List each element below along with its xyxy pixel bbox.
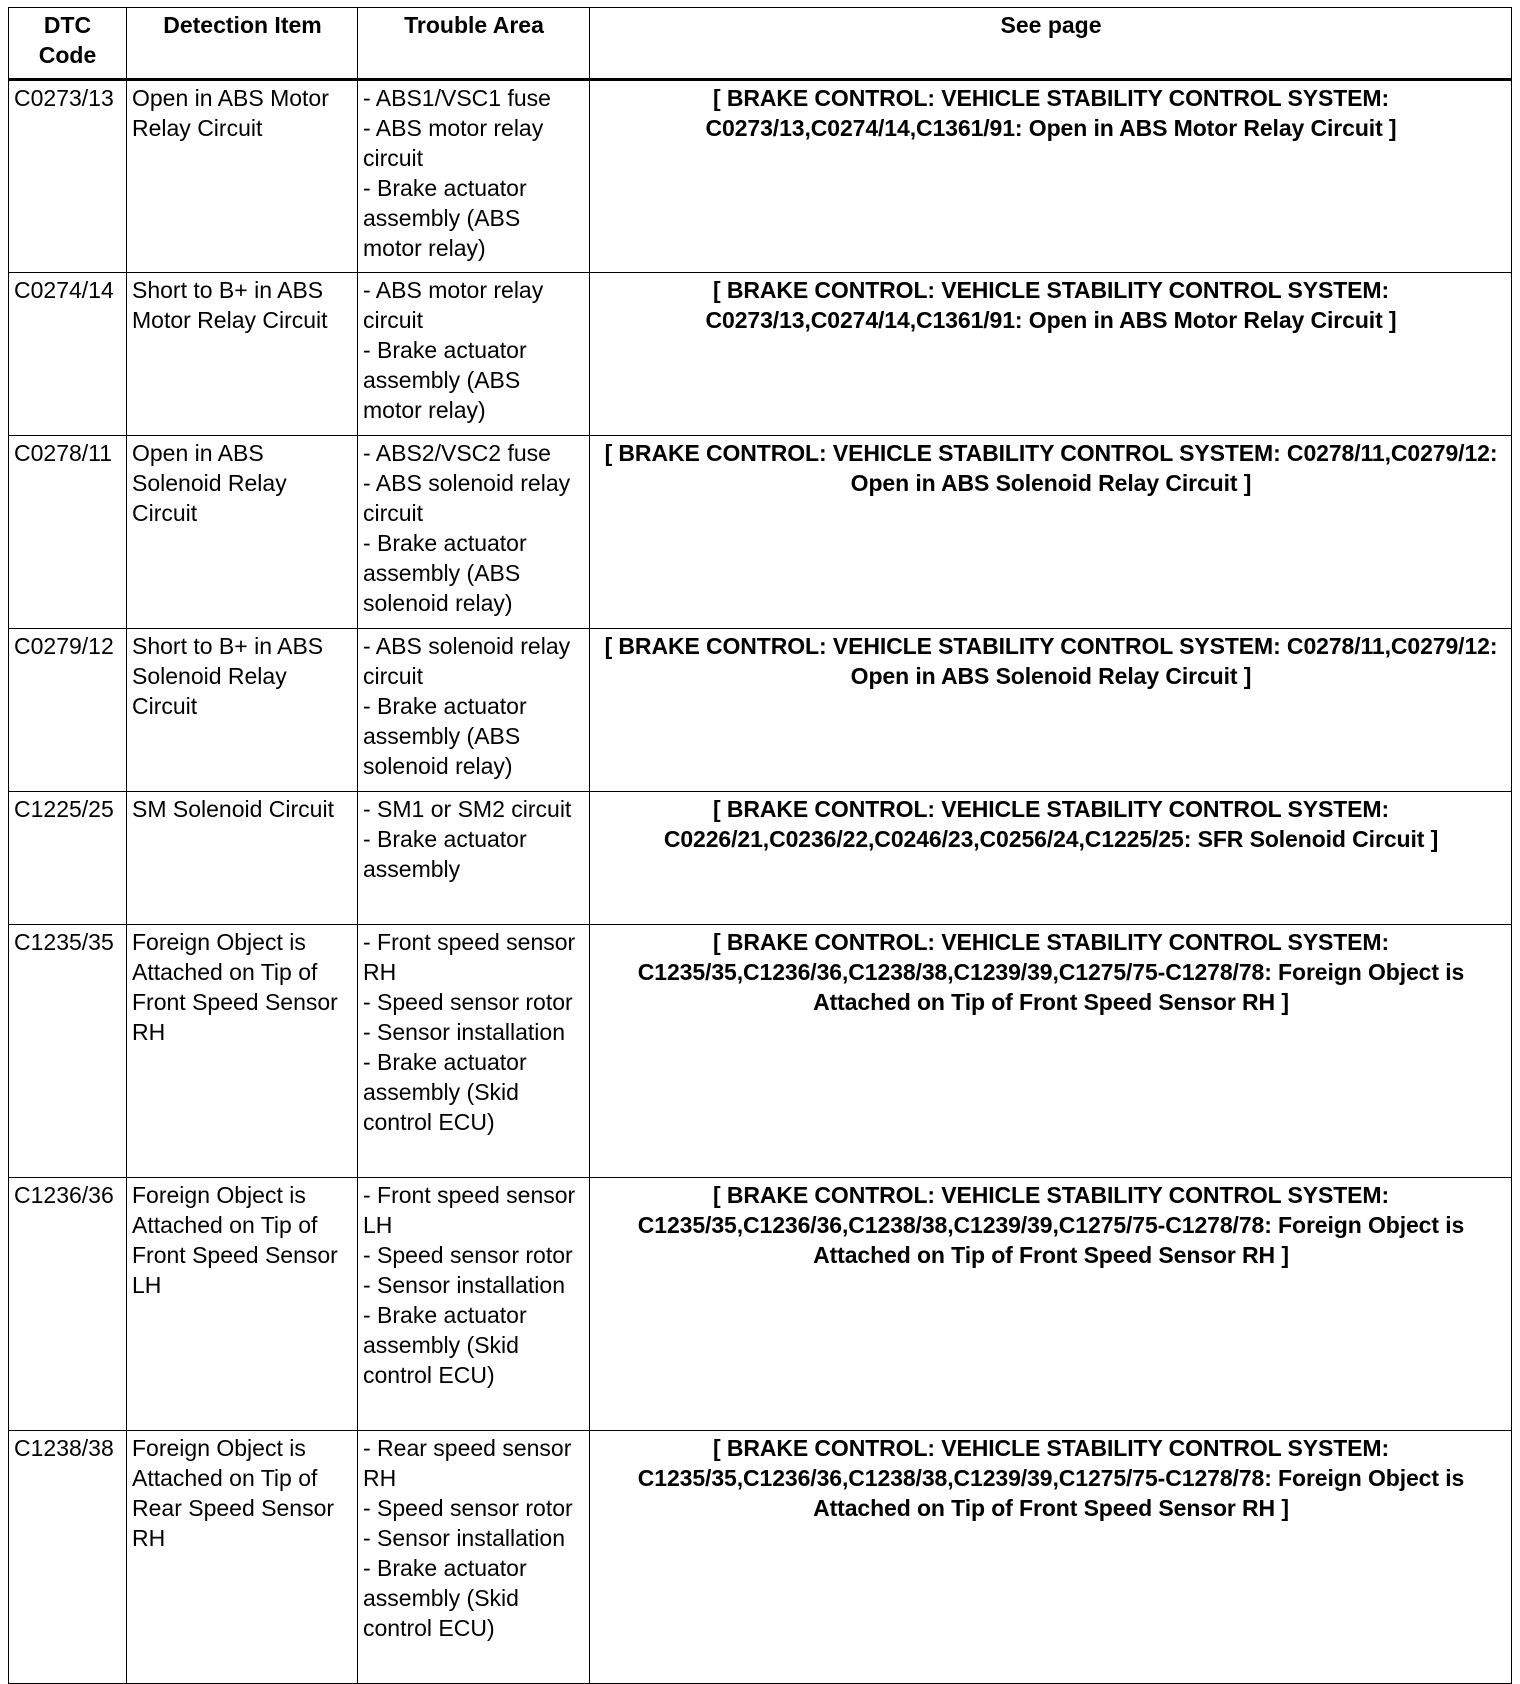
table-header-row: [9, 8, 1512, 80]
trouble-area-item: - Brake actuator assembly (ABS solenoid relay): [363, 693, 527, 779]
table-row: [9, 792, 1512, 925]
detection-item-cell: Foreign Object is Attached on Tip of Front Speed Sensor RH: [127, 925, 358, 1178]
table-row: [9, 436, 1512, 629]
trouble-area-item: - SM1 or SM2 circuit: [363, 796, 572, 822]
trouble-area-cell: [358, 792, 590, 925]
dtc-code-cell: C0278/11: [9, 436, 127, 629]
see-page-link[interactable]: [ BRAKE CONTROL: VEHICLE STABILITY CONTROL SYSTEM: C0226/21,C0236/22,C0246/23,C0256/24,C1225/25: SFR Solenoid Circuit ]: [590, 792, 1512, 925]
detection-item-cell: Short to B+ in ABS Solenoid Relay Circuit: [127, 629, 358, 792]
dtc-table-page: [8, 7, 1511, 1684]
see-page-link[interactable]: [ BRAKE CONTROL: VEHICLE STABILITY CONTROL SYSTEM: C1235/35,C1236/36,C1238/38,C1239/39,C1275/75-C1278/78: Foreign Object is Attached on Tip of Front Speed Sensor RH ]: [590, 925, 1512, 1178]
detection-item-cell: Foreign Object is Attached on Tip of Rear Speed Sensor RH: [127, 1431, 358, 1684]
detection-item-cell: Short to B+ in ABS Motor Relay Circuit: [127, 273, 358, 436]
trouble-area-item: - Sensor installation: [363, 1019, 565, 1045]
header-detection-item: Detection Item: [127, 8, 358, 80]
dtc-code-cell: C1236/36: [9, 1178, 127, 1431]
trouble-area-cell: [358, 1178, 590, 1431]
detection-item-cell: Open in ABS Motor Relay Circuit: [127, 80, 358, 273]
trouble-area-item: - Brake actuator assembly (ABS motor relay): [363, 337, 527, 423]
trouble-area-item: - Speed sensor rotor: [363, 989, 573, 1015]
table-row: [9, 629, 1512, 792]
dtc-code-cell: C0273/13: [9, 80, 127, 273]
trouble-area-item: - ABS2/VSC2 fuse: [363, 440, 551, 466]
trouble-area-item: - Sensor installation: [363, 1525, 565, 1551]
detection-item-cell: SM Solenoid Circuit: [127, 792, 358, 925]
trouble-area-item: - Brake actuator assembly (ABS motor relay): [363, 175, 527, 261]
trouble-area-item: - ABS solenoid relay circuit: [363, 633, 571, 689]
dtc-code-cell: C1235/35: [9, 925, 127, 1178]
see-page-link[interactable]: [ BRAKE CONTROL: VEHICLE STABILITY CONTROL SYSTEM: C0273/13,C0274/14,C1361/91: Open in ABS Motor Relay Circuit ]: [590, 273, 1512, 436]
trouble-area-cell: [358, 273, 590, 436]
trouble-area-item: - Brake actuator assembly (Skid control ECU): [363, 1555, 527, 1641]
see-page-link[interactable]: [ BRAKE CONTROL: VEHICLE STABILITY CONTROL SYSTEM: C0278/11,C0279/12: Open in ABS Solenoid Relay Circuit ]: [590, 436, 1512, 629]
header-trouble-area: Trouble Area: [358, 8, 590, 80]
see-page-link[interactable]: [ BRAKE CONTROL: VEHICLE STABILITY CONTROL SYSTEM: C0278/11,C0279/12: Open in ABS Solenoid Relay Circuit ]: [590, 629, 1512, 792]
header-dtc-code: DTC Code: [9, 8, 127, 80]
see-page-link[interactable]: [ BRAKE CONTROL: VEHICLE STABILITY CONTROL SYSTEM: C0273/13,C0274/14,C1361/91: Open in ABS Motor Relay Circuit ]: [590, 80, 1512, 273]
trouble-area-item: - Rear speed sensor RH: [363, 1435, 572, 1491]
trouble-area-cell: [358, 629, 590, 792]
trouble-area-item: - Front speed sensor LH: [363, 1182, 576, 1238]
dtc-code-cell: C1225/25: [9, 792, 127, 925]
see-page-link[interactable]: [ BRAKE CONTROL: VEHICLE STABILITY CONTROL SYSTEM: C1235/35,C1236/36,C1238/38,C1239/39,C1275/75-C1278/78: Foreign Object is Attached on Tip of Front Speed Sensor RH ]: [590, 1431, 1512, 1684]
table-row: [9, 925, 1512, 1178]
see-page-link[interactable]: [ BRAKE CONTROL: VEHICLE STABILITY CONTROL SYSTEM: C1235/35,C1236/36,C1238/38,C1239/39,C1275/75-C1278/78: Foreign Object is Attached on Tip of Front Speed Sensor RH ]: [590, 1178, 1512, 1431]
dtc-code-cell: C0274/14: [9, 273, 127, 436]
trouble-area-item: - Speed sensor rotor: [363, 1495, 573, 1521]
trouble-area-cell: [358, 925, 590, 1178]
trouble-area-item: - Front speed sensor RH: [363, 929, 576, 985]
header-see-page: See page: [590, 8, 1512, 80]
trouble-area-item: - ABS motor relay circuit: [363, 115, 544, 171]
table-row: [9, 273, 1512, 436]
trouble-area-item: - ABS1/VSC1 fuse: [363, 85, 551, 111]
trouble-area-item: - Brake actuator assembly (ABS solenoid relay): [363, 530, 527, 616]
trouble-area-item: - Brake actuator assembly: [363, 826, 527, 882]
trouble-area-item: - ABS motor relay circuit: [363, 277, 544, 333]
trouble-area-item: - Brake actuator assembly (Skid control ECU): [363, 1302, 527, 1388]
trouble-area-cell: [358, 436, 590, 629]
dtc-code-cell: C0279/12: [9, 629, 127, 792]
trouble-area-cell: [358, 80, 590, 273]
dtc-table: [8, 7, 1512, 1684]
table-row: [9, 80, 1512, 273]
trouble-area-item: - Speed sensor rotor: [363, 1242, 573, 1268]
detection-item-cell: Foreign Object is Attached on Tip of Front Speed Sensor LH: [127, 1178, 358, 1431]
trouble-area-item: - Brake actuator assembly (Skid control ECU): [363, 1049, 527, 1135]
detection-item-cell: Open in ABS Solenoid Relay Circuit: [127, 436, 358, 629]
trouble-area-cell: [358, 1431, 590, 1684]
trouble-area-item: - Sensor installation: [363, 1272, 565, 1298]
table-row: [9, 1431, 1512, 1684]
trouble-area-item: - ABS solenoid relay circuit: [363, 470, 571, 526]
table-row: [9, 1178, 1512, 1431]
dtc-code-cell: C1238/38: [9, 1431, 127, 1684]
